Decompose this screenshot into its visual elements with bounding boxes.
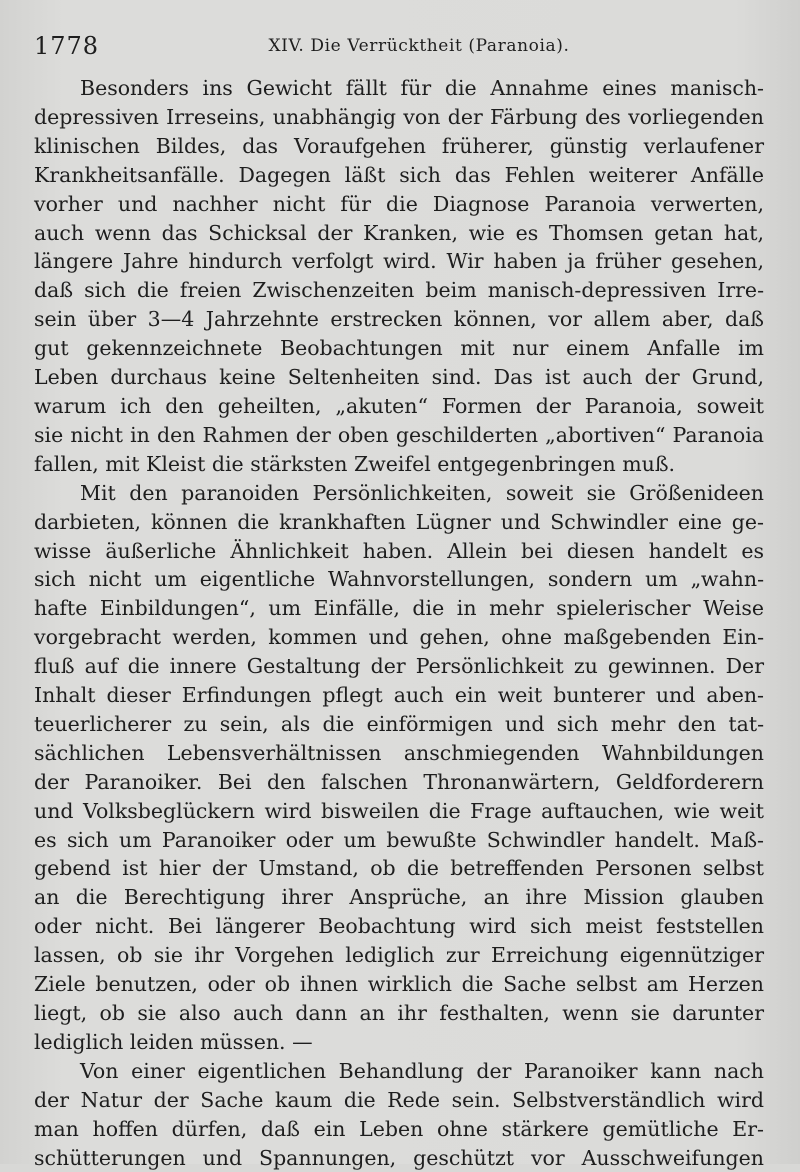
text-line: Leben durchaus keine Seltenheiten sind. Das ist auch der Grund, bbox=[34, 365, 764, 390]
text-line: Besonders ins Gewicht fällt für die Annahme eines manisch- bbox=[80, 76, 764, 100]
text-line: fallen, mit Kleist die stärksten Zweifel entgegenbringen muß. bbox=[34, 451, 676, 476]
text-line: man hoffen dürfen, daß ein Leben ohne stärkere gemütliche Er- bbox=[34, 1116, 764, 1141]
text-line: oder nicht. Bei längerer Beobachtung wird sich meist feststellen bbox=[34, 914, 764, 939]
text-line: Von einer eigentlichen Behandlung der Paranoiker kann nach bbox=[80, 1058, 764, 1083]
text-line: gut gekennzeichnete Beobachtungen mit nur einem Anfalle im bbox=[34, 336, 764, 361]
text-line: der Natur der Sache kaum die Rede sein. Selbstverständlich wird bbox=[34, 1087, 764, 1112]
paragraph bbox=[34, 1057, 764, 1172]
text-line: gebend ist hier der Umstand, ob die betreffenden Personen selbst bbox=[34, 856, 764, 881]
text-line: daß sich die freien Zwischenzeiten beim manisch-depressiven Irre- bbox=[34, 278, 764, 303]
text-line: Mit den paranoiden Persönlichkeiten, soweit sie Größenideen bbox=[80, 480, 764, 505]
text-line: sein über 3—4 Jahrzehnte erstrecken können, vor allem aber, daß bbox=[34, 307, 764, 332]
page-header bbox=[34, 30, 764, 62]
body-text bbox=[34, 74, 764, 1172]
text-line: depressiven Irreseins, unabhängig von der Färbung des vorliegenden bbox=[34, 104, 764, 129]
text-line: warum ich den geheilten, „akuten“ Formen der Paranoia, soweit bbox=[34, 393, 764, 418]
text-line: längere Jahre hindurch verfolgt wird. Wir haben ja früher gesehen, bbox=[34, 249, 764, 274]
text-line: Ziele benutzen, oder ob ihnen wirklich die Sache selbst am Herzen bbox=[34, 972, 764, 997]
paragraph bbox=[34, 74, 764, 479]
text-line: vorher und nachher nicht für die Diagnose Paranoia verwerten, bbox=[34, 191, 764, 216]
paragraph bbox=[34, 479, 764, 1057]
text-line: und Volksbeglückern wird bisweilen die Frage auftauchen, wie weit bbox=[34, 798, 764, 823]
text-line: hafte Einbildungen“, um Einfälle, die in mehr spielerischer Weise bbox=[34, 596, 764, 621]
text-line: schütterungen und Spannungen, geschützt vor Ausschweifungen bbox=[34, 1145, 764, 1170]
text-line: an die Berechtigung ihrer Ansprüche, an ihre Mission glauben bbox=[34, 885, 764, 910]
text-line: auch wenn das Schicksal der Kranken, wie es Thomsen getan hat, bbox=[34, 220, 764, 245]
text-line: Krankheitsanfälle. Dagegen läßt sich das Fehlen weiterer Anfälle bbox=[34, 162, 764, 187]
text-line: sächlichen Lebensverhältnissen anschmiegenden Wahnbildungen bbox=[34, 740, 764, 765]
text-line: wisse äußerliche Ähnlichkeit haben. Allein bei diesen handelt es bbox=[34, 538, 764, 563]
text-line: lediglich leiden müssen. — bbox=[34, 1029, 313, 1054]
text-line: Inhalt dieser Erfindungen pflegt auch ein weit bunterer und aben- bbox=[34, 683, 764, 708]
text-line: fluß auf die innere Gestaltung der Persönlichkeit zu gewinnen. Der bbox=[34, 654, 764, 679]
text-line: sie nicht in den Rahmen der oben geschilderten „abortiven“ Paranoia bbox=[34, 422, 764, 447]
text-line: liegt, ob sie also auch dann an ihr festhalten, wenn sie darunter bbox=[34, 1001, 764, 1025]
text-line: klinischen Bildes, das Voraufgehen früherer, günstig verlaufener bbox=[34, 133, 764, 158]
text-line: darbieten, können die krankhaften Lügner und Schwindler eine ge- bbox=[34, 509, 764, 534]
text-line: sich nicht um eigentliche Wahnvorstellungen, sondern um „wahn- bbox=[34, 567, 764, 592]
text-line: es sich um Paranoiker oder um bewußte Schwindler handelt. Maß- bbox=[34, 827, 764, 852]
running-head: XIV. Die Verrücktheit (Paranoia). bbox=[268, 36, 570, 56]
text-line: vorgebracht werden, kommen und gehen, ohne maßgebenden Ein- bbox=[34, 625, 764, 650]
page-number: 1778 bbox=[34, 32, 100, 60]
text-line: der Paranoiker. Bei den falschen Thronanwärtern, Geldforderern bbox=[34, 769, 764, 794]
text-line: lassen, ob sie ihr Vorgehen lediglich zur Erreichung eigennütziger bbox=[34, 943, 764, 968]
text-line: teuerlicherer zu sein, als die einförmigen und sich mehr den tat- bbox=[34, 711, 764, 736]
